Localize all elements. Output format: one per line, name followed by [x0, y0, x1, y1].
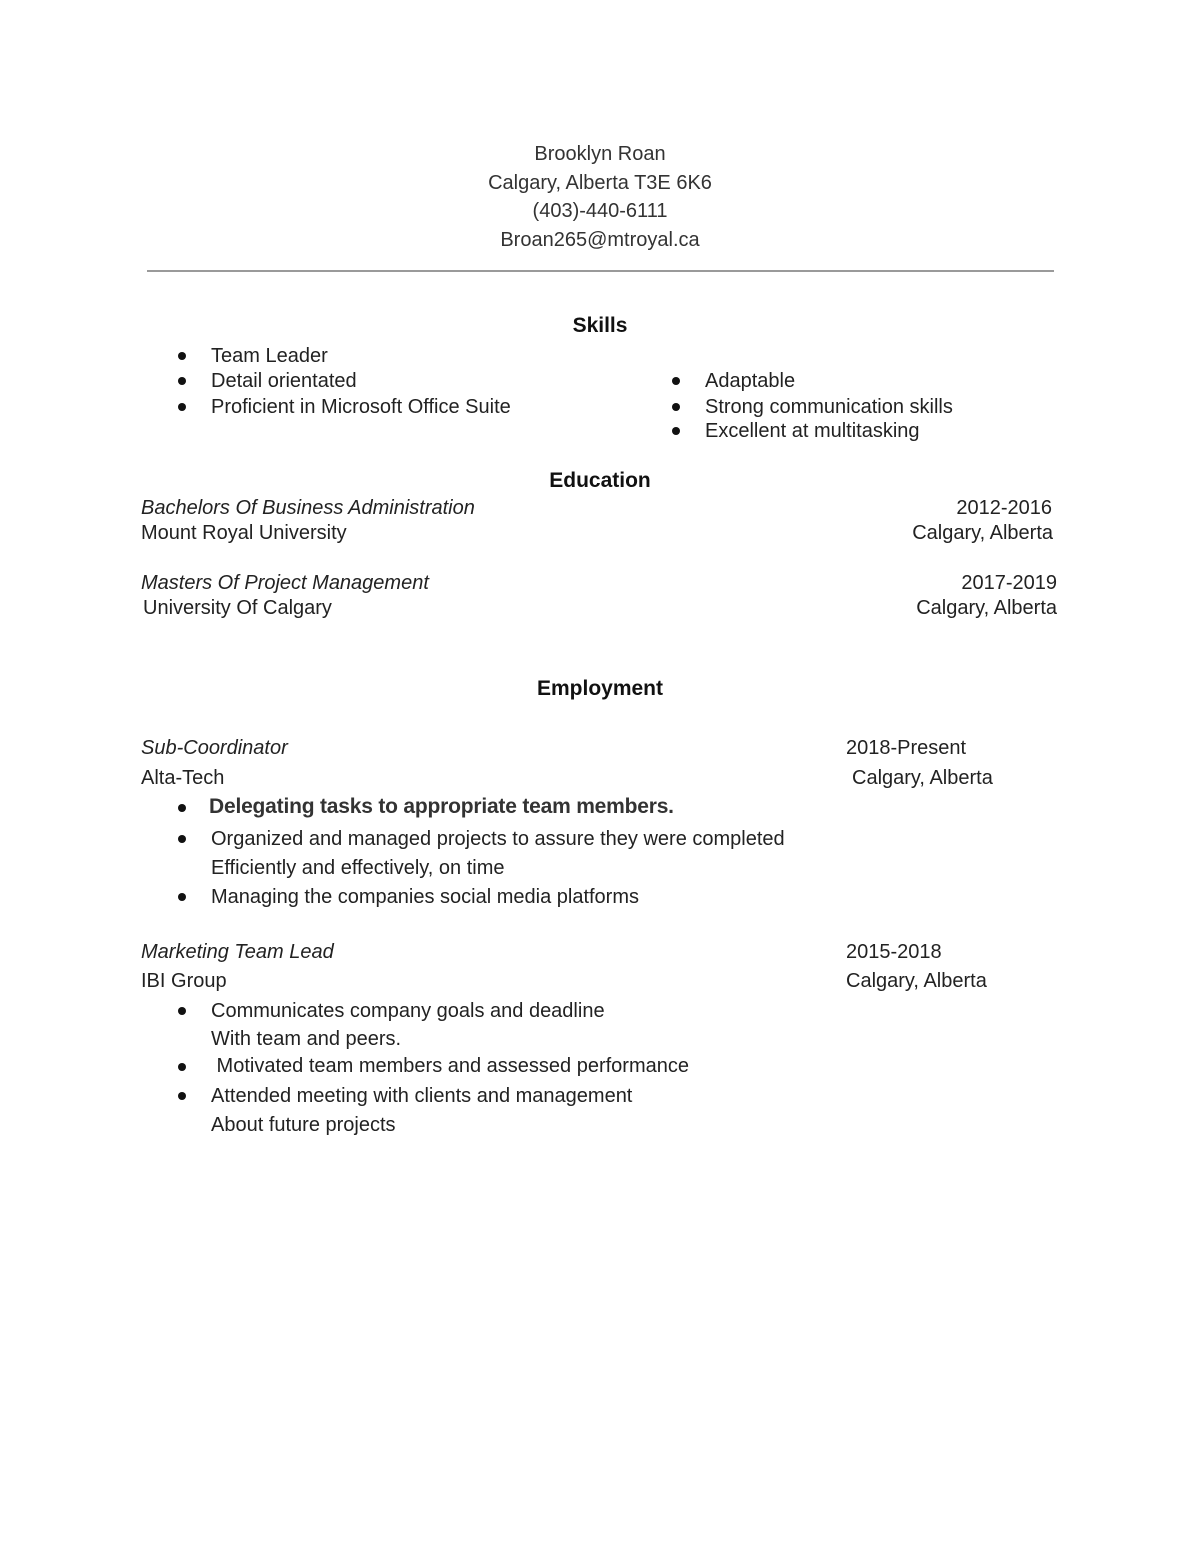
job-bullet: Communicates company goals and deadline	[211, 1000, 605, 1022]
bullet-icon	[178, 352, 186, 360]
bullet-icon	[178, 377, 186, 385]
education-location: Calgary, Alberta	[912, 522, 1053, 544]
job-bullet: Delegating tasks to appropriate team members.	[209, 795, 674, 818]
skill-item: Proficient in Microsoft Office Suite	[211, 396, 511, 418]
job-bullet-continuation: About future projects	[211, 1114, 396, 1136]
job-role: Marketing Team Lead	[141, 941, 334, 963]
header-divider	[147, 270, 1054, 272]
bullet-icon	[672, 377, 680, 385]
education-years: 2012-2016	[956, 497, 1052, 519]
job-location: Calgary, Alberta	[846, 970, 987, 992]
bullet-icon	[672, 403, 680, 411]
education-years: 2017-2019	[961, 572, 1057, 594]
candidate-name: Brooklyn Roan	[534, 143, 666, 165]
skill-item: Team Leader	[211, 345, 328, 367]
job-company: IBI Group	[141, 970, 227, 992]
job-years: 2015-2018	[846, 941, 942, 963]
job-bullet: Organized and managed projects to assure they were completed	[211, 828, 785, 850]
job-bullet: Managing the companies social media platforms	[211, 886, 639, 908]
job-years: 2018-Present	[846, 737, 967, 759]
job-location: Calgary, Alberta	[852, 767, 993, 789]
bullet-icon	[178, 804, 186, 812]
employment-heading: Employment	[536, 677, 664, 700]
job-role: Sub-Coordinator	[141, 737, 288, 759]
candidate-email: Broan265@mtroyal.ca	[500, 229, 700, 251]
bullet-icon	[178, 893, 186, 901]
education-location: Calgary, Alberta	[916, 597, 1057, 619]
candidate-phone: (403)-440-6111	[532, 200, 668, 222]
job-bullet-continuation: Efficiently and effectively, on time	[211, 857, 505, 879]
job-bullet: Attended meeting with clients and management	[211, 1085, 633, 1107]
job-company: Alta-Tech	[141, 767, 225, 789]
education-school: University Of Calgary	[143, 597, 332, 619]
bullet-icon	[178, 1092, 186, 1100]
education-heading: Education	[549, 469, 651, 492]
skill-item: Strong communication skills	[705, 396, 953, 418]
bullet-icon	[178, 1007, 186, 1015]
bullet-icon	[178, 1063, 186, 1071]
bullet-icon	[178, 403, 186, 411]
job-bullet: Motivated team members and assessed performance	[211, 1055, 689, 1077]
skills-heading: Skills	[572, 314, 628, 337]
skill-item: Adaptable	[705, 370, 796, 392]
skill-item: Detail orientated	[211, 370, 357, 392]
education-school: Mount Royal University	[141, 522, 347, 544]
education-degree: Masters Of Project Management	[141, 572, 429, 594]
bullet-icon	[672, 427, 680, 435]
bullet-icon	[178, 835, 186, 843]
skill-item: Excellent at multitasking	[705, 420, 920, 442]
education-degree: Bachelors Of Business Administration	[141, 497, 475, 519]
candidate-address: Calgary, Alberta T3E 6K6	[488, 172, 712, 194]
job-bullet-continuation: With team and peers.	[211, 1028, 402, 1050]
